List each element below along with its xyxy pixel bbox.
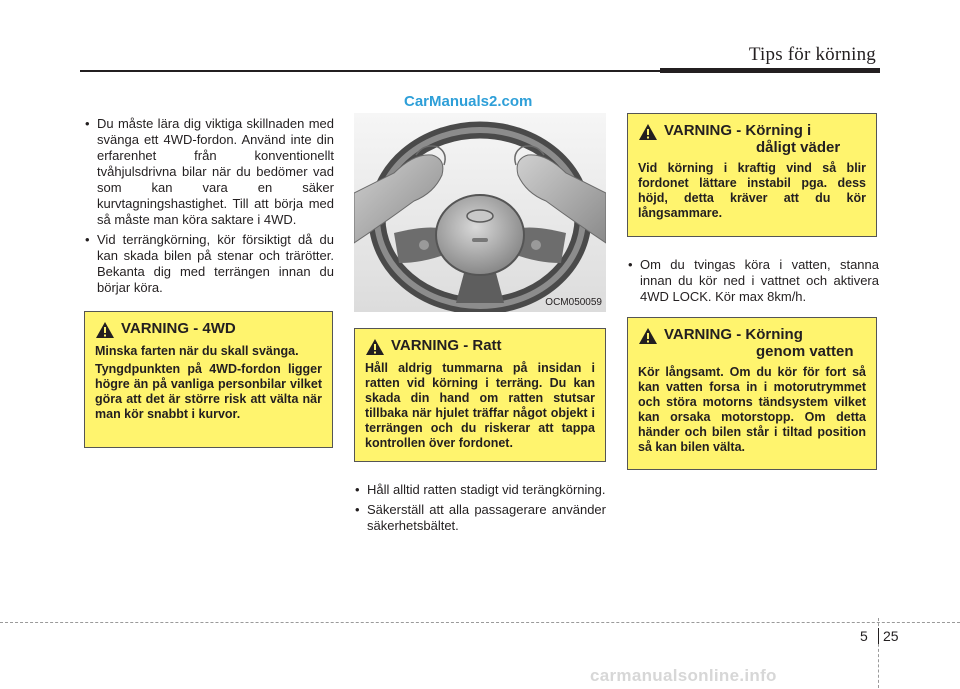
list-item: • Om du tvingas köra i vatten, stanna innan du kör ned i vattnet och aktivera 4WD LOCK. Kör max 8km/h.	[627, 257, 879, 305]
steering-wheel-icon	[354, 113, 606, 312]
warning-paragraph: Vid körning i kraftig vind så blir fordonet lättare instabil pga. dess höjd, detta kräver att du kör långsammare.	[638, 161, 866, 220]
warning-title	[664, 122, 840, 156]
warning-body	[95, 344, 322, 422]
header-rule-accent	[660, 68, 880, 73]
warning-title: VARNING - Ratt	[391, 337, 502, 354]
column-2-text	[354, 482, 606, 538]
column-3-text	[627, 257, 879, 309]
list-item: • Håll alltid ratten stadigt vid terängkörning.	[354, 482, 606, 498]
warning-triangle-icon	[365, 338, 385, 356]
warning-title: VARNING - 4WD	[121, 320, 236, 337]
warning-box-bad-weather	[627, 113, 877, 237]
bullet-list	[354, 482, 606, 534]
warning-header	[95, 320, 322, 339]
warning-title-line: VARNING - Körning i	[664, 122, 812, 139]
warning-title	[664, 326, 854, 360]
warning-body	[638, 161, 866, 221]
warning-header	[638, 122, 866, 156]
warning-paragraph: Kör långsamt. Om du kör för fort så kan vatten forsa in i motorutrymmet och störa motorns tändsystem vilket kan orsaka motorstopp. Om detta händer och bilen står i tiltad position så kan bilen välta.	[638, 365, 866, 454]
warning-body	[365, 361, 595, 451]
warning-triangle-icon	[95, 321, 115, 339]
warning-title-line: VARNING - Körning	[664, 326, 803, 343]
warning-box-4wd	[84, 311, 333, 448]
watermark-bottom: carmanualsonline.info	[590, 666, 777, 685]
warning-paragraph: Håll aldrig tummarna på insidan i ratten vid körning i terräng. Du kan skada din hand om ratten stutsar tillbaka när hjulet träffar något objekt i terrängen och du riskerar att tappa kontrollen över fordonet.	[365, 361, 595, 450]
warning-header	[638, 326, 866, 360]
steering-wheel-illustration	[354, 113, 606, 312]
page-number: 25	[883, 628, 899, 644]
list-item: • Du måste lära dig viktiga skillnaden med svänga ett 4WD-fordon. Använd inte din erfarenhet från konventionellt tvåhjulsdrivna bilar när du bedömer vad som kan vara en säker kurvtagningshastighet. Till att börja med så måste man köra saktare i 4WD.	[84, 116, 334, 228]
warning-paragraph: Minska farten när du skall svänga.	[95, 344, 299, 358]
warning-box-steering	[354, 328, 606, 462]
chapter-number: 5	[860, 628, 868, 644]
figure-code: OCM050059	[545, 297, 602, 308]
footer-divider	[0, 622, 960, 623]
page-number-separator	[878, 628, 879, 644]
warning-title-line: dåligt väder	[756, 139, 841, 156]
list-item: • Säkerställ att alla passagerare använder säkerhetsbältet.	[354, 502, 606, 534]
warning-triangle-icon	[638, 327, 658, 345]
watermark-top: CarManuals2.com	[404, 93, 533, 110]
bullet-list	[627, 257, 879, 305]
column-1-text	[84, 116, 334, 300]
list-item: • Vid terrängkörning, kör försiktigt då du kan skada bilen på stenar och trärötter. Bekanta dig med terrängen innan du börjar köra.	[84, 232, 334, 296]
bullet-list	[84, 116, 334, 296]
warning-header	[365, 337, 595, 356]
warning-box-water	[627, 317, 877, 470]
warning-triangle-icon	[638, 123, 658, 141]
warning-paragraph: Tyngdpunkten på 4WD-fordon ligger högre än på vanliga personbilar vilket göra att det är större risk att välta när man kör snabbt i kurvor.	[95, 362, 322, 421]
warning-body	[638, 365, 866, 455]
page-header-title: Tips för körning	[748, 44, 876, 65]
warning-title-line: genom vatten	[756, 343, 854, 360]
